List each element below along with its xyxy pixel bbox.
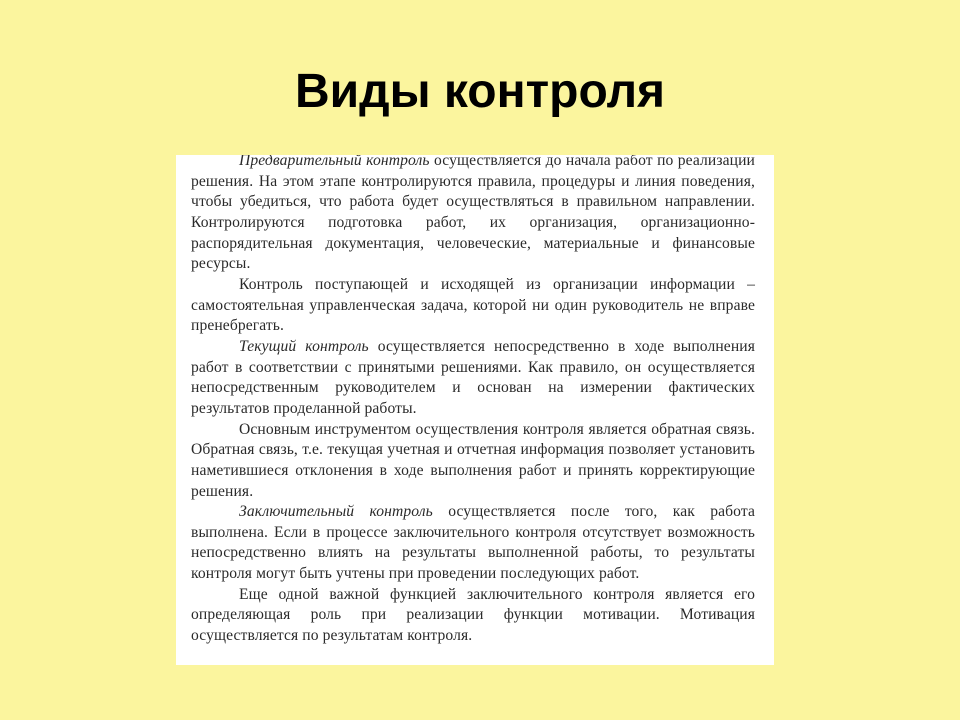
term-current-control: Текущий контроль (239, 337, 369, 355)
paragraph-text: Еще одной важной функцией заключительного контроля является его определяющая роль при реализации функции мотивации. Мотивация осуществляется по результатам контроля. (191, 585, 755, 645)
paragraph-final-control (191, 502, 755, 585)
paragraph-text: осуществляется до начала работ по реализации решения. На этом этапе контролируются правила, процедуры и линия поведения, чтобы убедиться, что работа будет осуществляться в правильном направлении. Контролируются подготовка работ, их организация, организационно-распорядительная документация, человеческие, материальные и финансовые ресурсы. (191, 155, 755, 273)
paragraph-text: Контроль поступающей и исходящей из организации информации – самостоятельная управленческая задача, которой ни один руководитель не вправе пренебрегать. (191, 275, 755, 335)
paragraph-text: осуществляется непосредственно в ходе выполнения работ в соответствии с принятыми решениями. Как правило, он осуществляется непосредственным руководителем и основан на измерении фактических результатов проделанной работы. (191, 337, 755, 417)
paragraph-text: осуществляется после того, как работа выполнена. Если в процессе заключительного контроля отсутствует возможность непосредственно влиять на результаты выполненной работы, то результаты контроля могут быть учтены при проведении последующих работ. (191, 503, 755, 583)
paragraph-current-control (191, 337, 755, 420)
paragraph-preliminary-control (191, 155, 755, 275)
paragraph-feedback (191, 420, 755, 503)
paragraph-text: Основным инструментом осуществления контроля является обратная связь. Обратная связь, т.е. текущая учетная и отчетная информация позволяет установить наметившиеся отклонения в ходе выполнения работ и принять корректирующие решения. (191, 420, 755, 500)
term-preliminary-control: Предварительный контроль (239, 155, 430, 169)
document-text-panel (176, 155, 774, 665)
paragraph-motivation (191, 585, 755, 647)
term-final-control: Заключительный контроль (239, 503, 433, 521)
paragraph-information-control (191, 275, 755, 337)
slide-title: Виды контроля (294, 65, 666, 118)
